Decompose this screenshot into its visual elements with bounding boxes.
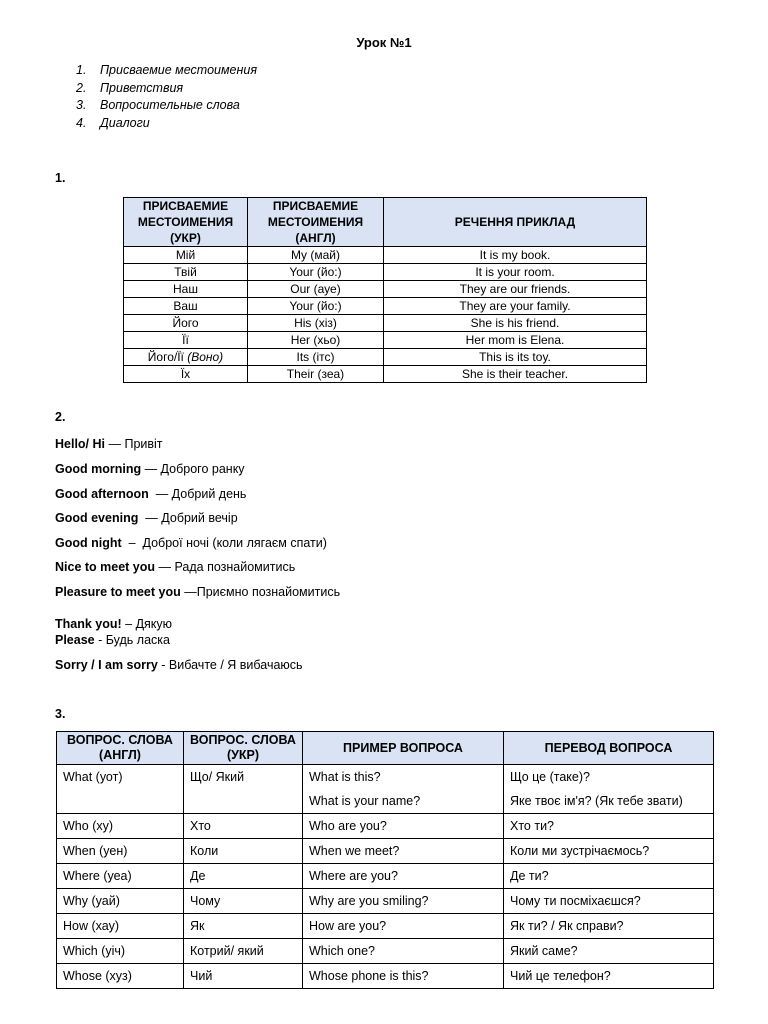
pronunciation: (уен) (99, 844, 128, 858)
toc-text: Диалоги (100, 115, 150, 130)
question-word-eng: Whose (63, 969, 102, 983)
translation-cell (504, 964, 714, 989)
greeting-line (55, 617, 172, 631)
pronunciation: (хуз) (105, 969, 132, 983)
table-row (124, 332, 647, 349)
example-cell (303, 765, 504, 814)
header-eng: ВОПРОС. СЛОВА (АНГЛ) (57, 732, 184, 765)
pronoun-ukr-cell (124, 315, 248, 332)
question-translation: Яке твоє ім'я? (Як тебе звати) (510, 794, 683, 808)
question-word-eng: How (63, 919, 89, 933)
example-sentence: It is your room. (384, 264, 647, 281)
section-1-number: 1. (55, 171, 66, 185)
example-sentence: She is his friend. (384, 315, 647, 332)
translation-cell (504, 864, 714, 889)
greeting-line (55, 560, 295, 574)
example-question: Who are you? (309, 819, 387, 833)
header-ukr: ВОПРОС. СЛОВА (УКР) (184, 732, 303, 765)
toc-item (76, 115, 257, 133)
table-header-row (57, 732, 714, 765)
pronunciation: (уіч) (101, 944, 126, 958)
greeting-translation: — Доброго ранку (141, 462, 245, 476)
greeting-line (55, 658, 303, 672)
greeting-english: Hello/ Hi (55, 437, 106, 451)
toc-text: Присваемие местоимения (100, 63, 258, 77)
greeting-line (55, 511, 238, 525)
question-translation: Хто ти? (510, 819, 555, 833)
greeting-translation: — Добрий вечір (138, 511, 238, 525)
greeting-line (55, 462, 245, 476)
table-header-row (124, 198, 647, 247)
example-sentence: Her mom is Elena. (384, 332, 647, 349)
example-sentence: It is my book. (384, 247, 647, 264)
greeting-line (55, 437, 163, 451)
greeting-english: Good evening (55, 511, 139, 525)
example-question: Why are you smiling? (309, 894, 429, 908)
question-word-eng-cell (57, 864, 184, 889)
question-word-eng-cell (57, 889, 184, 914)
greeting-english: Good night (55, 536, 122, 550)
pronunciation: (уот) (95, 770, 123, 784)
question-translation: Який саме? (510, 944, 578, 958)
pronunciation: (хау) (91, 919, 119, 933)
example-cell (303, 939, 504, 964)
greeting-translation: — Рада познайомитись (155, 560, 296, 574)
pronoun-eng: Their (зеа) (248, 366, 384, 383)
question-word-ukr: Де (184, 864, 303, 889)
example-question: Which one? (309, 944, 376, 958)
table-row (124, 298, 647, 315)
question-word-eng-cell (57, 914, 184, 939)
example-cell (303, 914, 504, 939)
question-word-ukr: Котрий/ який (184, 939, 303, 964)
greeting-english: Thank you! (55, 617, 122, 631)
pronoun-ukr: Твій (174, 265, 197, 279)
greeting-english: Sorry / I am sorry (55, 658, 158, 672)
header-eng: ПРИСВАЕМИЕ МЕСТОИМЕНИЯ (АНГЛ) (248, 198, 384, 247)
toc-number: 2. (76, 80, 87, 95)
question-word-eng-cell (57, 964, 184, 989)
example-sentence: She is their teacher. (384, 366, 647, 383)
pronunciation: (уеа) (103, 869, 132, 883)
example-cell (303, 889, 504, 914)
question-translation: Що це (таке)? (510, 770, 590, 784)
question-word-ukr: Що/ Який (184, 765, 303, 814)
pronouns-table (123, 197, 647, 383)
example-question: What is your name? (309, 794, 421, 808)
question-word-eng: Which (63, 944, 98, 958)
question-word-eng: Where (63, 869, 100, 883)
greeting-translation: – Доброї ночі (коли лягаєм спати) (121, 536, 327, 550)
pronoun-ukr-cell (124, 264, 248, 281)
example-question: Where are you? (309, 869, 398, 883)
pronoun-ukr-cell (124, 247, 248, 264)
section-3-number: 3. (55, 707, 66, 721)
toc-number: 4. (76, 115, 87, 130)
question-word-eng-cell (57, 939, 184, 964)
example-cell (303, 864, 504, 889)
greeting-translation: — Добрий день (148, 487, 247, 501)
greeting-english: Good morning (55, 462, 142, 476)
table-row (124, 315, 647, 332)
question-word-eng: When (63, 844, 96, 858)
question-translation: Де ти? (510, 869, 549, 883)
pronoun-eng: Your (йо:) (248, 264, 384, 281)
pronoun-ukr: Її (182, 333, 189, 347)
translation-cell (504, 939, 714, 964)
pronoun-ukr: Їх (180, 367, 191, 381)
question-word-eng: What (63, 770, 93, 784)
table-row (57, 765, 714, 814)
header-example: РЕЧЕННЯ ПРИКЛАД (384, 198, 647, 247)
question-word-ukr: Як (184, 914, 303, 939)
pronoun-ukr: Наш (173, 282, 198, 296)
table-row (57, 939, 714, 964)
question-word-ukr: Чий (184, 964, 303, 989)
pronoun-eng: Your (йо:) (248, 298, 384, 315)
greeting-english: Good afternoon (55, 487, 149, 501)
example-question: What is this? (309, 770, 381, 784)
question-word-eng: Who (63, 819, 89, 833)
greeting-translation: — Привіт (105, 437, 163, 451)
pronunciation: (ху) (92, 819, 114, 833)
pronoun-eng: Its (ітс) (248, 349, 384, 366)
example-question: How are you? (309, 919, 387, 933)
question-translation: Коли ми зустрічаємось? (510, 844, 650, 858)
question-word-eng-cell (57, 765, 184, 814)
toc-item (76, 80, 257, 98)
table-row (124, 281, 647, 298)
example-cell (303, 839, 504, 864)
translation-cell (504, 765, 714, 814)
toc-text: Вопросительные слова (100, 98, 240, 112)
pronoun-ukr: Його/Її (147, 350, 184, 364)
pronoun-ukr: Мій (175, 248, 196, 262)
toc-number: 3. (76, 98, 87, 112)
greeting-translation: —Приємно познайомитись (180, 585, 341, 599)
greeting-line (55, 536, 327, 550)
greeting-translation: - Вибачте / Я вибачаюсь (157, 658, 303, 672)
pronoun-eng: His (хіз) (248, 315, 384, 332)
pronoun-ukr-cell (124, 349, 248, 366)
translation-cell (504, 814, 714, 839)
pronoun-ukr-cell (124, 281, 248, 298)
pronoun-note: (Воно) (187, 350, 224, 364)
question-translation: Як ти? / Як справи? (510, 919, 624, 933)
question-word-eng-cell (57, 839, 184, 864)
greeting-english: Please (55, 633, 95, 647)
question-word-eng: Why (63, 894, 88, 908)
header-translation: ПЕРЕВОД ВОПРОСА (504, 732, 714, 765)
table-row (57, 839, 714, 864)
example-sentence: They are our friends. (384, 281, 647, 298)
toc-number: 1. (76, 63, 87, 77)
question-translation: Чий це телефон? (510, 969, 611, 983)
example-question: When we meet? (309, 844, 400, 858)
example-sentence: This is its toy. (384, 349, 647, 366)
table-row (124, 264, 647, 281)
greeting-english: Nice to meet you (55, 560, 156, 574)
pronoun-ukr-cell (124, 366, 248, 383)
table-row (57, 864, 714, 889)
header-example: ПРИМЕР ВОПРОСА (303, 732, 504, 765)
toc-item (76, 62, 257, 80)
table-row (57, 814, 714, 839)
greeting-translation: - Будь ласка (94, 633, 170, 647)
example-sentence: They are your family. (384, 298, 647, 315)
pronoun-ukr-cell (124, 332, 248, 349)
pronoun-eng: Our (ауе) (248, 281, 384, 298)
question-word-eng-cell (57, 814, 184, 839)
table-row (124, 349, 647, 366)
table-row (124, 247, 647, 264)
example-cell (303, 964, 504, 989)
page-title: Урок №1 (356, 35, 412, 50)
pronoun-eng: Her (хьо) (248, 332, 384, 349)
translation-cell (504, 889, 714, 914)
greeting-line (55, 487, 246, 501)
question-translation: Чому ти посміхаєшся? (510, 894, 641, 908)
question-word-ukr: Хто (184, 814, 303, 839)
greeting-line (55, 585, 340, 599)
question-words-table (56, 731, 714, 989)
question-word-ukr: Чому (184, 889, 303, 914)
table-row (57, 914, 714, 939)
translation-cell (504, 914, 714, 939)
section-2-number: 2. (55, 410, 66, 424)
pronoun-eng: My (май) (248, 247, 384, 264)
greeting-line (55, 633, 170, 647)
pronoun-ukr: Ваш (173, 299, 198, 313)
translation-cell (504, 839, 714, 864)
pronoun-ukr: Його (172, 316, 199, 330)
example-cell (303, 814, 504, 839)
toc-item (76, 97, 257, 115)
table-row (57, 964, 714, 989)
toc-text: Приветствия (100, 80, 184, 95)
greeting-english: Pleasure to meet you (55, 585, 181, 599)
table-row (57, 889, 714, 914)
header-ukr: ПРИСВАЕМИЕ МЕСТОИМЕНИЯ (УКР) (124, 198, 248, 247)
pronoun-ukr-cell (124, 298, 248, 315)
table-row (124, 366, 647, 383)
pronunciation: (уай) (91, 894, 120, 908)
example-question: Whose phone is this? (309, 969, 429, 983)
greeting-translation: – Дякую (121, 617, 173, 631)
question-word-ukr: Коли (184, 839, 303, 864)
table-of-contents (76, 62, 257, 132)
